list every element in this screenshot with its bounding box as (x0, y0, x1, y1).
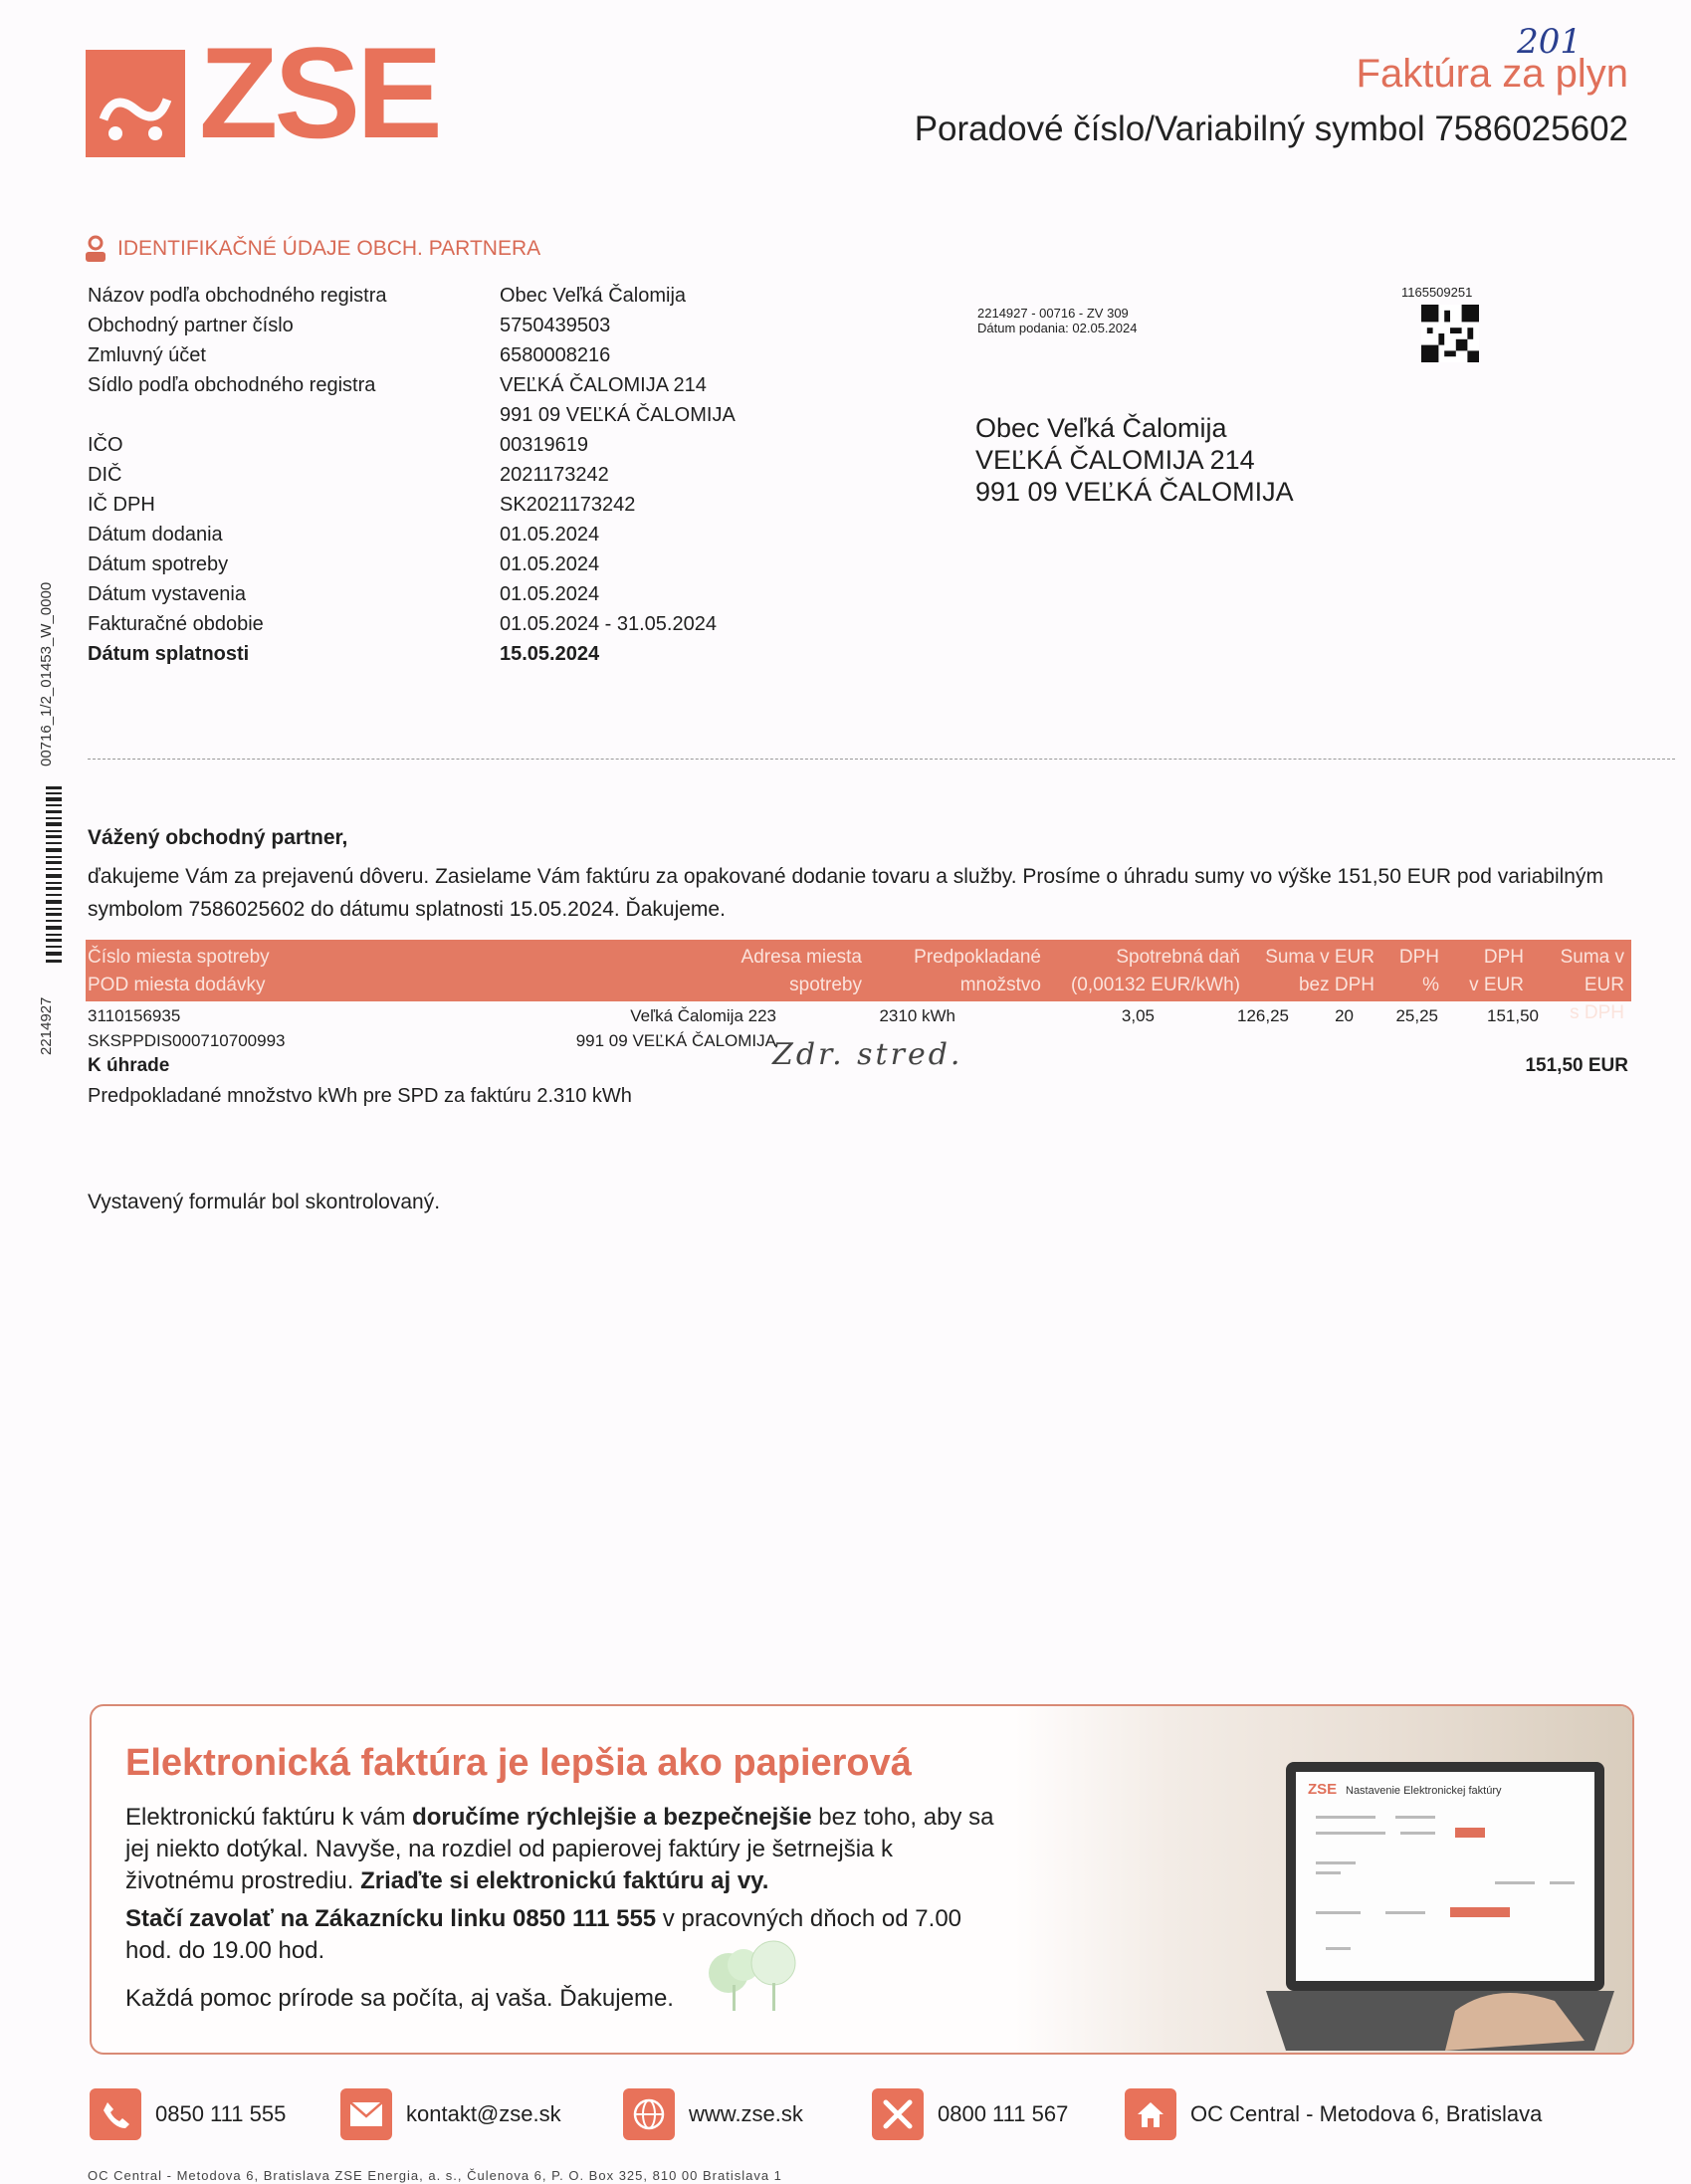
e-invoice-promo (90, 1704, 1634, 2055)
partner-details (88, 281, 784, 669)
col-header-id: Číslo miesta spotreby POD miesta dodávky (88, 947, 270, 995)
mailing-code: 2214927 - 00716 - ZV 309 Dátum podania: 02.05.2024 (977, 306, 1138, 335)
col-header-vat-pct: DPH % (1398, 947, 1439, 995)
detail-row: Názov podľa obchodného registra Obec Veľká Čalomija (88, 285, 687, 307)
contact-service: 0800 111 567 (872, 2088, 1068, 2140)
footer-strip: OC Central - Metodova 6, Bratislava ZSE Energia, a. s., Čulenova 6, P. O. Box 325, 810 00 Bratislava 1 (88, 2168, 782, 2183)
table-row-vat-pct: 20 (1335, 1006, 1354, 1025)
globe-icon (623, 2088, 675, 2140)
promo-call: Stačí zavolať na Zákaznícku linku 0850 111 555 v pracovných dňoch od 7.00 hod. do 19.00 hod. (125, 1905, 962, 1964)
phone-icon (90, 2088, 141, 2140)
table-row-address-2: 991 09 VEĽKÁ ČALOMIJA (575, 1031, 776, 1050)
due-date-row: Dátum splatnosti 15.05.2024 (88, 643, 600, 665)
table-row-net: 126,25 (1237, 1006, 1289, 1025)
detail-row: DIČ 2021173242 (88, 464, 609, 486)
total-value: 151,50 EUR (1525, 1055, 1628, 1076)
detail-row: Dátum vystavenia 01.05.2024 (88, 583, 600, 605)
table-row-address: Veľká Čalomija 223 (630, 1006, 776, 1025)
col-header-address: Adresa miesta spotreby (740, 947, 862, 995)
contact-phone: 0850 111 555 (90, 2088, 286, 2140)
trees-icon (699, 1935, 808, 2015)
contact-web: www.zse.sk (623, 2088, 803, 2140)
letter-greeting: Vážený obchodný partner, (88, 826, 348, 849)
contact-office: OC Central - Metodova 6, Bratislava (1125, 2088, 1542, 2140)
screen-brand: ZSE (1308, 1781, 1338, 1798)
checked-note: Vystavený formulár bol skontrolovaný. (88, 1191, 441, 1213)
col-header-vat: DPH v EUR (1469, 947, 1524, 995)
variable-symbol: Poradové číslo/Variabilný symbol 7586025602 (914, 109, 1628, 148)
table-row-excise: 3,05 (1121, 1006, 1155, 1025)
qr-id: 1165509251 (1401, 285, 1473, 300)
promo-text: Elektronickú faktúru k vám doručíme rýchlejšie a bezpečnejšie bez toho, aby sa jej niekto dotýkal. Navyše, na rozdiel od papierovej faktúry je šetrnejšia k životnému prostrediu. Zriaďte si elektronickú faktúru aj vy. (125, 1804, 994, 1894)
table-row-gross: 151,50 (1487, 1006, 1539, 1025)
partner-section-title: IDENTIFIKAČNÉ ÚDAJE OBCH. PARTNERA (84, 235, 540, 263)
table-row-id: 3110156935 SKSPPDIS000710700993 (88, 1006, 286, 1050)
col-header-excise: Spotrebná daň (0,00132 EUR/kWh) (1070, 947, 1240, 995)
total-label: K úhrade (88, 1055, 170, 1076)
col-header-net: Suma v EUR bez DPH (1265, 947, 1374, 995)
detail-row: Dátum dodania 01.05.2024 (88, 524, 600, 546)
detail-row: Sídlo podľa obchodného registra VEĽKÁ ČALOMIJA 214 (88, 374, 707, 396)
detail-row: Zmluvný účet 6580008216 (88, 344, 611, 366)
laptop-illustration (1266, 1752, 1614, 2051)
detail-row: Dátum spotreby 01.05.2024 (88, 553, 600, 575)
contact-email: kontakt@zse.sk (340, 2088, 561, 2140)
col-header-quantity: Predpokladané množstvo (914, 947, 1041, 995)
home-icon (1125, 2088, 1176, 2140)
handwritten-number: 201 (1517, 22, 1582, 62)
zse-logo-mark (86, 50, 185, 157)
handwritten-note: Zdr. stred. (772, 1037, 963, 1072)
promo-thanks: Každá pomoc prírode sa počíta, aj vaša. Ďakujeme. (125, 1985, 674, 2012)
detail-row: 991 09 VEĽKÁ ČALOMIJA (500, 404, 736, 426)
section-divider (88, 759, 1675, 760)
vertical-doc-code: 00716_1/2_01453_W_0000 (38, 581, 55, 766)
tools-icon (872, 2088, 924, 2140)
detail-row: IČ DPH SK2021173242 (88, 494, 636, 516)
detail-row: Obchodný partner číslo 5750439503 (88, 315, 611, 336)
qr-code-icon (1421, 305, 1479, 362)
col-header-gross: Suma v EUR s DPH (1560, 947, 1624, 1023)
screen-title: Nastavenie Elektronickej faktúry (1346, 1785, 1502, 1797)
zse-logo-text: ZSE (199, 20, 439, 165)
predicted-quantity-note: Predpokladané množstvo kWh pre SPD za faktúru 2.310 kWh (88, 1085, 632, 1107)
email-icon (340, 2088, 392, 2140)
letter-body: ďakujeme Vám za prejavenú dôveru. Zasielame Vám faktúru za opakované dodanie tovaru a služby. Prosíme o úhradu sumy vo výške 151,50 EUR pod variabilným symbolom 7586025602 do dátumu splatnosti 15.05.2024. Ďakujeme. (88, 865, 1603, 921)
barcode-icon (46, 786, 62, 966)
detail-row: IČO 00319619 (88, 434, 588, 456)
vertical-doc-code-2: 2214927 (38, 996, 55, 1055)
recipient-address: Obec Veľká Čalomija VEĽKÁ ČALOMIJA 214 991 09 VEĽKÁ ČALOMIJA (975, 413, 1294, 507)
table-row-vat: 25,25 (1395, 1006, 1438, 1025)
invoice-title: Faktúra za plyn (1356, 52, 1628, 96)
table-row-quantity: 2310 kWh (879, 1006, 955, 1025)
detail-row: Fakturačné obdobie 01.05.2024 - 31.05.2024 (88, 613, 717, 635)
person-icon (84, 235, 107, 263)
promo-title: Elektronická faktúra je lepšia ako papierová (125, 1742, 912, 1784)
